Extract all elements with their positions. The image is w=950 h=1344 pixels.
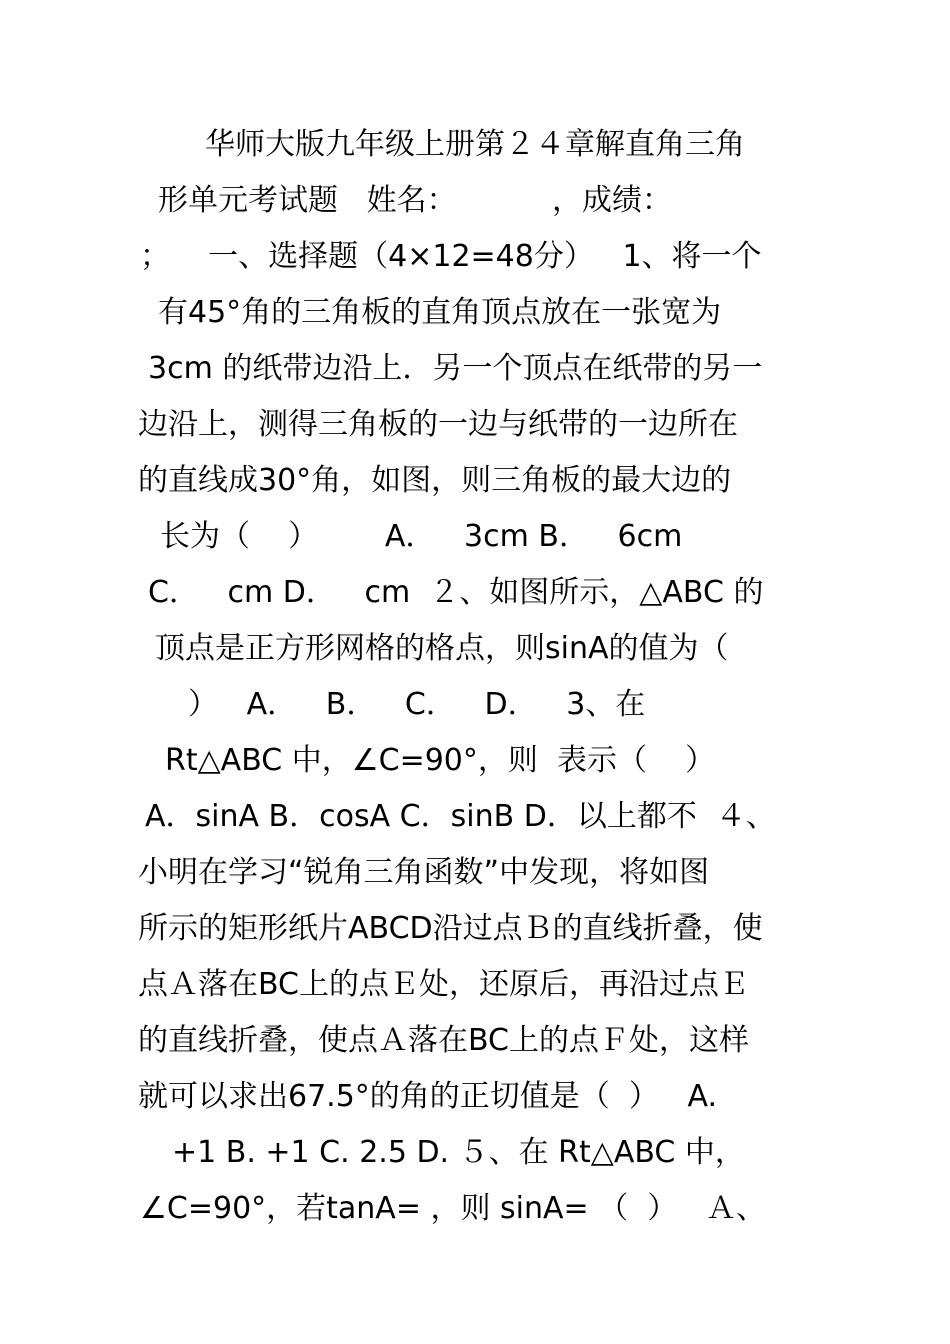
text-line-2: 形单元考试题 姓名： ，成绩： xyxy=(158,183,672,218)
text-line-17: 的直线折叠，使点Ａ落在BC上的点Ｆ处，这样 xyxy=(138,1023,750,1058)
text-line-20: ∠C=90°，若tanA= ，则 sinA= （ ） Ａ、 xyxy=(140,1191,766,1226)
text-line-11: ） A． B． C． D． 3、在 xyxy=(188,687,646,722)
text-line-19: +1 B. +1 C. 2.5 D. ５、在 Rt△ABC 中， xyxy=(172,1135,745,1170)
text-line-10: 顶点是正方形网格的格点，则sinA的值为（ xyxy=(155,631,729,666)
text-line-12: Rt△ABC 中，∠C=90°，则 表示（ ） xyxy=(165,743,716,778)
text-line-3: ； 一、选择题（4×12=48分） 1、将一个 xyxy=(140,239,762,274)
text-line-7: 的直线成30°角，如图，则三角板的最大边的 xyxy=(138,463,732,498)
text-line-6: 边沿上，测得三角板的一边与纸带的一边所在 xyxy=(138,407,738,442)
text-line-9: C． cm D． cm ２、如图所示，△ABC 的 xyxy=(148,575,764,610)
text-line-4: 有45°角的三角板的直角顶点放在一张宽为 xyxy=(158,295,722,330)
text-line-16: 点Ａ落在BC上的点Ｅ处，还原后，再沿过点Ｅ xyxy=(138,967,750,1002)
text-line-8: 长为（ ） A． 3cm B． 6cm xyxy=(160,519,683,554)
text-line-1: 华师大版九年级上册第２４章解直角三角 xyxy=(205,127,745,162)
text-line-14: 小明在学习“锐角三角函数”中发现，将如图 xyxy=(138,855,710,890)
text-line-15: 所示的矩形纸片ABCD沿过点Ｂ的直线折叠，使 xyxy=(138,911,763,946)
text-line-18: 就可以求出67.5°的角的正切值是（ ） A. xyxy=(138,1079,718,1114)
text-line-5: 3cm 的纸带边沿上．另一个顶点在纸带的另一 xyxy=(148,351,763,386)
text-line-13: A．sinA B．cosA C．sinB D．以上都不 ４、 xyxy=(145,799,776,834)
